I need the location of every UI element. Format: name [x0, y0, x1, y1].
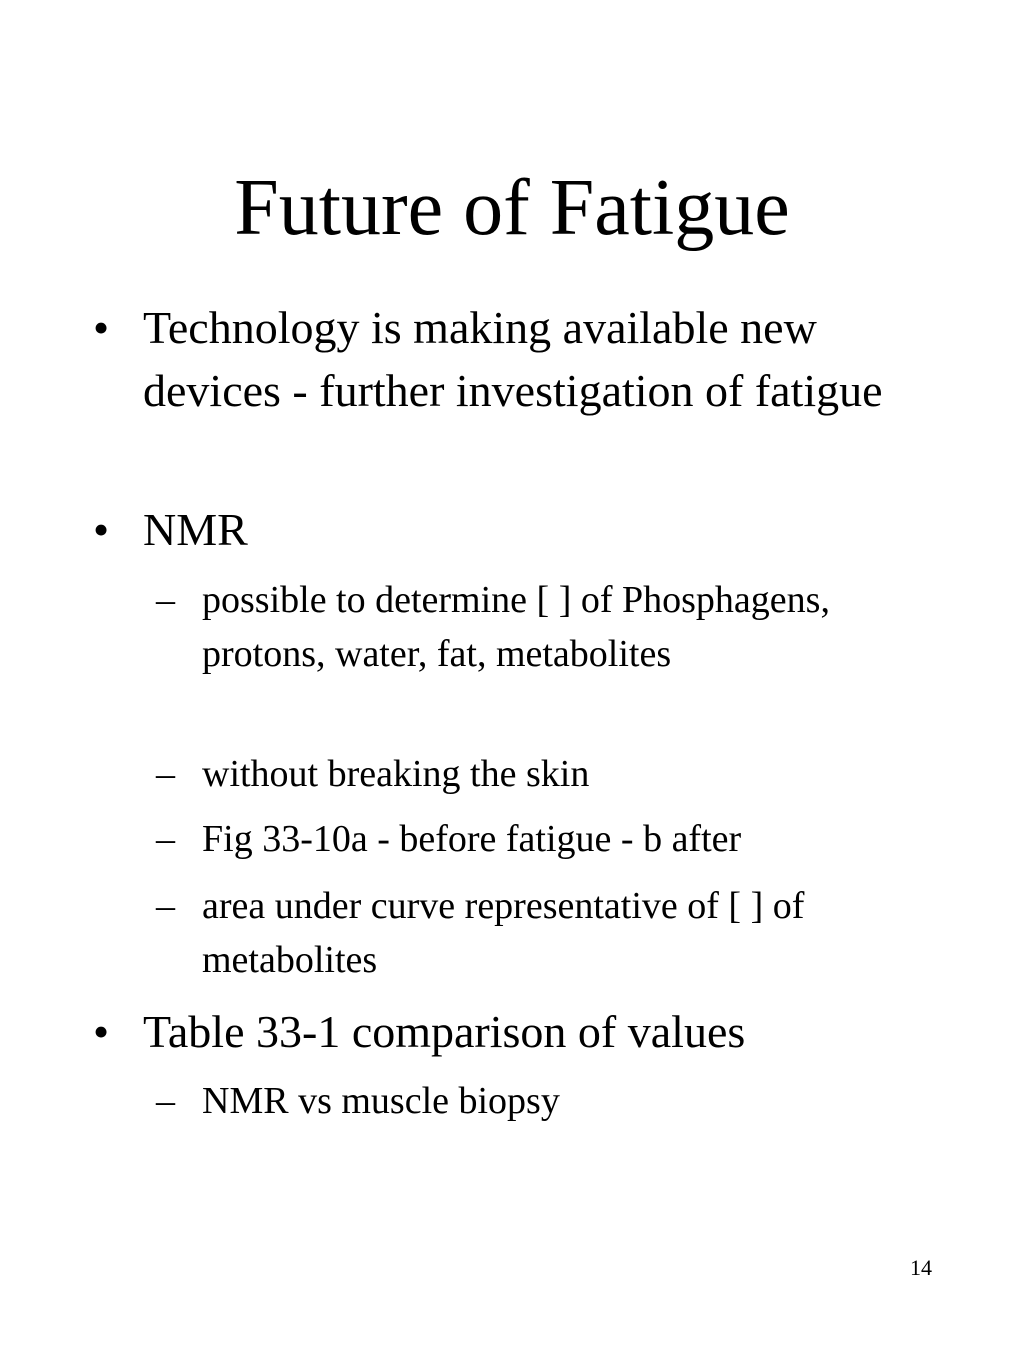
sub-bullet-text: area under curve representative of [ ] of metabolites [202, 885, 805, 981]
sub-bullet-item [156, 879, 922, 987]
dash-marker: – [156, 818, 175, 860]
bullet-text: NMR [143, 504, 248, 555]
dash-marker: – [156, 1080, 175, 1122]
sub-bullet-item [156, 747, 922, 801]
sub-bullet-text: Fig 33-10a - before fatigue - b after [202, 818, 742, 860]
bullet-marker: • [93, 504, 110, 555]
sub-bullet-text: without breaking the skin [202, 753, 590, 795]
bullet-item [93, 296, 943, 422]
bullet-item [93, 498, 943, 561]
sub-bullet-text: NMR vs muscle biopsy [202, 1080, 560, 1122]
dash-marker: – [156, 579, 175, 621]
slide-title: Future of Fatigue [234, 164, 790, 252]
bullet-marker: • [93, 1006, 110, 1057]
sub-bullet-text: possible to determine [ ] of Phosphagens, protons, water, fat, metabolites [202, 579, 830, 675]
dash-marker: – [156, 753, 175, 795]
bullet-item [93, 1000, 943, 1063]
bullet-text: Technology is making available new devices - further investigation of fatigue [143, 302, 883, 416]
dash-marker: – [156, 885, 175, 927]
bullet-text: Table 33-1 comparison of values [143, 1006, 746, 1057]
bullet-marker: • [93, 302, 110, 353]
sub-bullet-item [156, 1074, 922, 1128]
page-number: 14 [910, 1255, 932, 1280]
sub-bullet-item [156, 573, 922, 681]
sub-bullet-item [156, 812, 922, 866]
